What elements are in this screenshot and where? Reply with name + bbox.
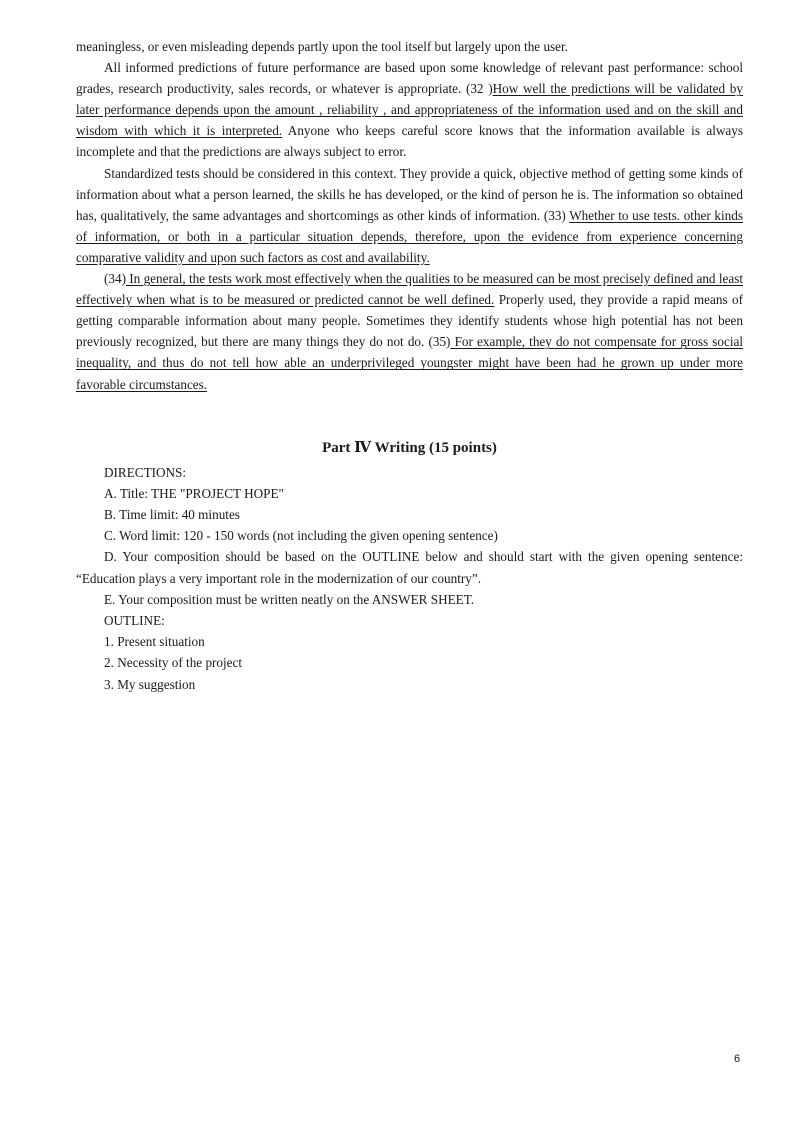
direction-a: A. Title: THE "PROJECT HOPE" bbox=[104, 485, 284, 501]
paragraph-3 bbox=[76, 268, 743, 395]
direction-d: D. Your composition should be based on the OUTLINE below and should start with the given opening sentence: “Education plays a very important role in the modernization of our country”. bbox=[76, 549, 743, 586]
paragraph-1-text-b: Anyone who keeps careful score knows that the information available is always incomplete and that the predictions are always subject to error. bbox=[76, 123, 743, 160]
outline-item: 3. My suggestion bbox=[104, 676, 196, 692]
paragraph-2 bbox=[76, 163, 743, 268]
paragraph-3-text-b: Properly used, they provide a rapid means of getting comparable information about many people. Sometimes they identify students whose high potential has not been previously recognized, but there are many things they do not do. (35) bbox=[76, 292, 744, 350]
underlined-sentence-34: In general, the tests work most effectively when the qualities to be measured can be most precisely defined and least effectively when what is to be measured or predicted cannot be well defined. bbox=[76, 271, 743, 308]
paragraph-1-text-a: All informed predictions of future performance are based upon some knowledge of relevant past performance: school grades, research productivity, sales records, or whatever is appropriate. (32 ) bbox=[76, 60, 743, 97]
question-number-34: (34) bbox=[104, 271, 126, 287]
underlined-sentence-35: For example, they do not compensate for gross social inequality, and thus do not tell how able an underprivileged youngster might have been had he grown up under more favorable circumstances. bbox=[76, 334, 744, 392]
underlined-sentence-32: How well the predictions will be validated by later performance depends upon the amount , reliability , and appropriateness of the information used and on the skill and wisdom with which it is interpreted. bbox=[76, 81, 743, 139]
underlined-sentence-33: Whether to use tests. other kinds of information, or both in a particular situation depends, therefore, upon the evidence from experience concerning comparative validity and upon such factors as cost and availability. bbox=[76, 207, 744, 265]
opening-sentence: “Education plays a very important role in the modernization of our country”. bbox=[76, 570, 482, 586]
direction-b: B. Time limit: 40 minutes bbox=[104, 507, 240, 522]
outline-item: 2. Necessity of the project bbox=[104, 655, 243, 671]
document-page bbox=[76, 36, 743, 695]
outline-label: OUTLINE: bbox=[104, 613, 165, 629]
direction-c: C. Word limit: 120 - 150 words (not including the given opening sentence) bbox=[104, 528, 498, 544]
paragraph-0: meaningless, or even misleading depends partly upon the tool itself but largely upon the user. bbox=[76, 39, 568, 54]
section-heading: Part Ⅳ Writing (15 points) bbox=[322, 439, 497, 456]
paragraph-2-text-a: Standardized tests should be considered in this context. They provide a quick, objective method of getting some kinds of information about what a person learned, the skills he has developed, or the kind of person he is. The information so obtained has, qualitatively, the same advantages and shortcomings as other kinds of information. (33) bbox=[76, 165, 743, 223]
directions-label: DIRECTIONS: bbox=[104, 464, 187, 480]
outline-item: 1. Present situation bbox=[104, 634, 205, 650]
direction-e: E. Your composition must be written neatly on the ANSWER SHEET. bbox=[104, 591, 475, 607]
page-number: 6 bbox=[734, 1053, 741, 1065]
paragraph-1 bbox=[76, 57, 743, 162]
